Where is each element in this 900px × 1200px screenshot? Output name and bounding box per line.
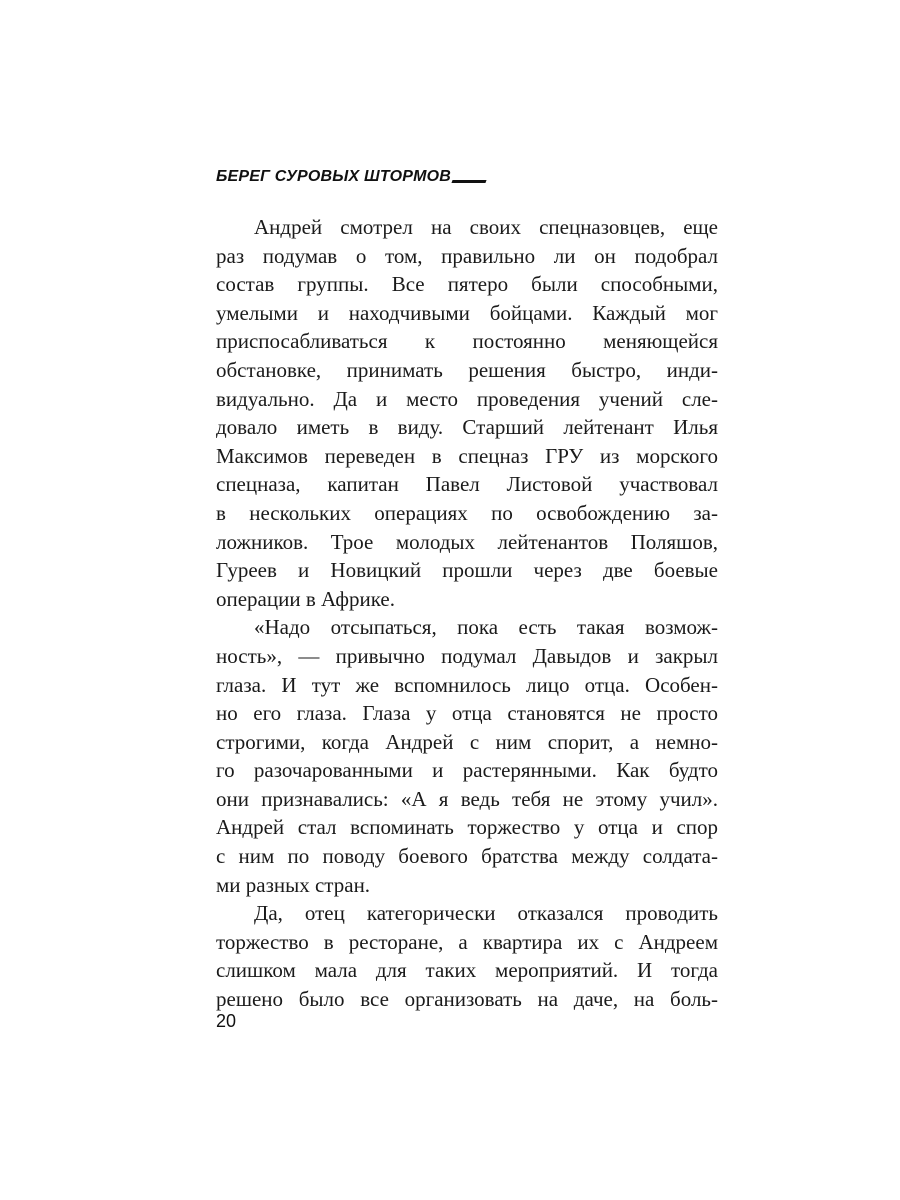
text-line: приспосабливаться к постоянно меняющейся bbox=[216, 329, 718, 354]
text-line: ми разных стран. bbox=[216, 872, 371, 897]
text-line: спецназа, капитан Павел Листовой участвовал bbox=[216, 472, 718, 497]
text-line: слишком мала для таких мероприятий. И тогда bbox=[216, 958, 718, 983]
paragraph-2 bbox=[216, 613, 718, 899]
text-line: Да, отец категорически отказался проводить bbox=[254, 901, 718, 926]
text-line: ность», — привычно подумал Давыдов и закрыл bbox=[216, 643, 718, 668]
running-head-rule bbox=[452, 180, 487, 183]
text-line: раз подумав о том, правильно ли он подобрал bbox=[216, 243, 718, 268]
running-head-title: БЕРЕГ СУРОВЫХ ШТОРМОВ bbox=[216, 168, 452, 185]
text-line: в нескольких операциях по освобождению за- bbox=[216, 500, 718, 525]
text-line: но его глаза. Глаза у отца становятся не просто bbox=[216, 701, 718, 726]
text-line: торжество в ресторане, а квартира их с Андреем bbox=[216, 929, 718, 954]
text-line: операции в Африке. bbox=[216, 586, 395, 611]
paragraph-3 bbox=[216, 899, 718, 1013]
text-line: Максимов переведен в спецназ ГРУ из морского bbox=[216, 443, 718, 468]
text-line: довало иметь в виду. Старший лейтенант Илья bbox=[216, 415, 718, 440]
text-line: решено было все организовать на даче, на боль- bbox=[216, 987, 718, 1012]
text-line: Андрей стал вспоминать торжество у отца и спор bbox=[216, 815, 718, 840]
text-line: умелыми и находчивыми бойцами. Каждый мог bbox=[216, 300, 718, 325]
text-line: с ним по поводу боевого братства между солдата- bbox=[216, 844, 718, 869]
text-line: «Надо отсыпаться, пока есть такая возмож- bbox=[254, 615, 718, 640]
text-line: Андрей смотрел на своих спецназовцев, еще bbox=[254, 215, 718, 239]
text-line: строгими, когда Андрей с ним спорит, а немно- bbox=[216, 729, 718, 754]
text-line: они признавались: «А я ведь тебя не этому учил». bbox=[216, 786, 718, 811]
page-number: 20 bbox=[216, 1011, 237, 1031]
running-head bbox=[216, 167, 486, 187]
text-line: глаза. И тут же вспомнилось лицо отца. Особен- bbox=[216, 672, 718, 697]
text-line: го разочарованными и растерянными. Как будто bbox=[216, 758, 718, 783]
body-text bbox=[216, 213, 718, 1014]
text-line: состав группы. Все пятеро были способными, bbox=[216, 272, 718, 297]
text-line: видуально. Да и место проведения учений сле- bbox=[216, 386, 718, 411]
text-line: ложников. Трое молодых лейтенантов Поляшов, bbox=[216, 529, 718, 554]
text-line: Гуреев и Новицкий прошли через две боевые bbox=[216, 558, 718, 583]
paragraph-1 bbox=[216, 213, 718, 613]
text-line: обстановке, принимать решения быстро, инди- bbox=[216, 357, 718, 382]
